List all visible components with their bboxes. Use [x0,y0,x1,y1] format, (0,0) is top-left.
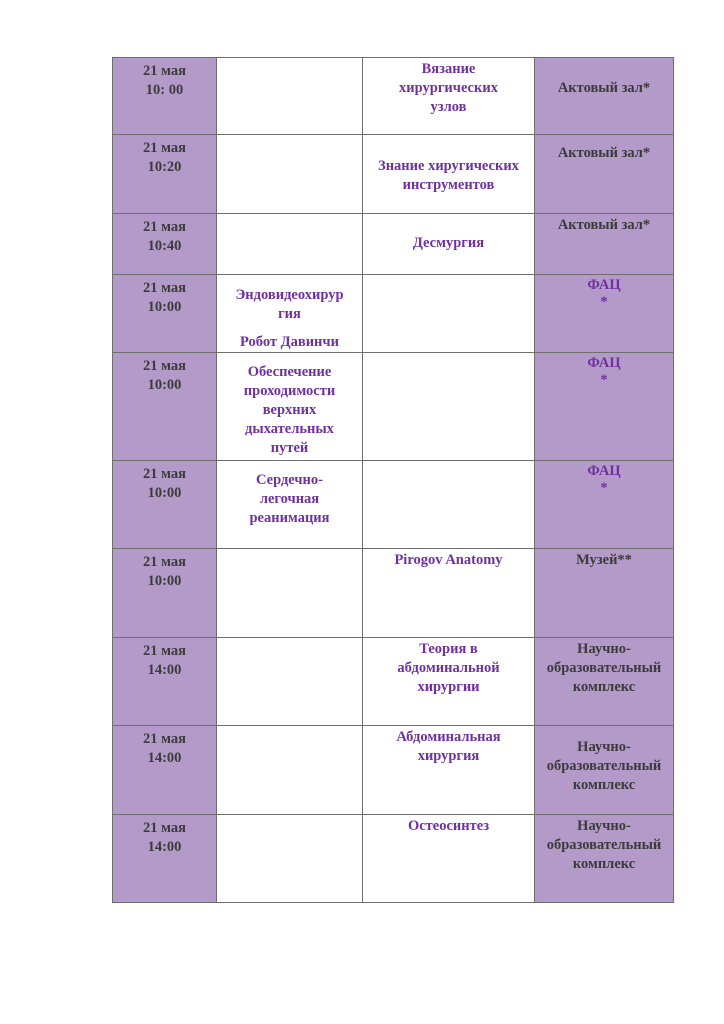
center-topic-cell [363,135,535,214]
time-text: 10:00 [147,377,182,393]
center-topic-cell [363,214,535,275]
topic-line: хирургии [417,679,480,695]
time-text: 10:00 [147,573,182,589]
location-note: * [600,372,608,388]
topic-line: легочная [259,491,320,507]
date-cell [113,353,217,461]
left-topic-cell [217,275,363,353]
topic-line: верхних [262,402,317,418]
topic-line: Обеспечение [247,364,332,380]
location-text: Научно- [577,641,631,657]
left-topic-cell [217,461,363,549]
date-text: 21 мая [143,466,186,482]
date-cell [113,815,217,903]
date-text: 21 мая [143,643,186,659]
topic-line: Эндовидеохирур [235,287,344,303]
topic-line: Робот Давинчи [240,334,339,350]
topic-line: узлов [430,99,467,115]
time-text: 10:00 [147,299,182,315]
location-text: образовательный [546,758,662,774]
center-topic-cell [363,815,535,903]
center-topic-cell [363,726,535,815]
location-text: Научно- [577,818,631,834]
left-topic-cell [217,214,363,275]
location-note: * [600,294,608,310]
date-cell [113,275,217,353]
topic-line: Десмургия [412,235,485,251]
date-text: 21 мая [143,554,186,570]
left-topic-cell [217,726,363,815]
date-cell [113,549,217,638]
schedule-row [113,549,674,638]
center-topic-cell [363,275,535,353]
date-text: 21 мая [143,280,186,296]
location-text: Научно- [577,739,631,755]
center-topic-cell [363,353,535,461]
date-cell [113,461,217,549]
location-text: ФАЦ [587,463,621,479]
center-topic-cell [363,638,535,726]
date-cell [113,135,217,214]
location-cell [535,461,674,549]
topic-line: Вязание [421,61,476,77]
date-cell [113,638,217,726]
location-text: комплекс [572,679,636,695]
topic-line: Знание хиругических [378,158,519,174]
schedule-row [113,135,674,214]
location-note: * [600,480,608,496]
left-topic-cell [217,135,363,214]
topic-line: гия [278,306,301,322]
location-cell [535,214,674,275]
time-text: 14:00 [147,839,182,855]
schedule-row [113,214,674,275]
location-text: Актовый зал* [557,145,651,161]
location-text: Актовый зал* [557,80,651,96]
time-text: 10:20 [147,159,182,175]
location-text: Актовый зал* [557,217,651,233]
topic-line: Абдоминальная [396,729,501,745]
location-text: образовательный [546,837,662,853]
date-text: 21 мая [143,219,186,235]
date-cell [113,58,217,135]
left-topic-cell [217,58,363,135]
schedule-row [113,461,674,549]
left-topic-cell [217,549,363,638]
schedule-row [113,58,674,135]
left-topic-cell [217,353,363,461]
schedule-table [112,57,674,903]
location-cell [535,549,674,638]
location-text: Музей** [576,552,632,568]
time-text: 14:00 [147,662,182,678]
date-cell [113,214,217,275]
location-text: ФАЦ [587,277,621,293]
left-topic-cell [217,815,363,903]
topic-line: дыхательных [245,421,334,437]
topic-line: хирургия [417,748,480,764]
topic-line: Pirogov Anatomy [394,552,503,568]
location-text: ФАЦ [587,355,621,371]
location-cell [535,815,674,903]
topic-line: проходимости [243,383,336,399]
topic-line: Остеосинтез [407,818,490,834]
location-cell [535,638,674,726]
date-text: 21 мая [143,140,186,156]
date-cell [113,726,217,815]
time-text: 10:00 [147,485,182,501]
time-text: 10:40 [147,238,182,254]
topic-line: инструментов [402,177,495,193]
location-cell [535,275,674,353]
topic-line: хирургических [399,80,498,96]
center-topic-cell [363,549,535,638]
location-cell [535,135,674,214]
date-text: 21 мая [143,63,186,79]
location-text: комплекс [572,777,636,793]
schedule-row [113,275,674,353]
date-text: 21 мая [143,358,186,374]
center-topic-cell [363,58,535,135]
time-text: 10: 00 [145,82,184,98]
location-text: комплекс [572,856,636,872]
topic-line: реанимация [249,510,330,526]
location-cell [535,58,674,135]
location-cell [535,353,674,461]
location-text: образовательный [546,660,662,676]
date-text: 21 мая [143,820,186,836]
center-topic-cell [363,461,535,549]
left-topic-cell [217,638,363,726]
schedule-row [113,353,674,461]
schedule-row [113,726,674,815]
topic-line: абдоминальной [397,660,500,676]
location-cell [535,726,674,815]
date-text: 21 мая [143,731,186,747]
schedule-row [113,815,674,903]
topic-line: Сердечно- [256,472,323,488]
topic-line: путей [270,440,309,456]
time-text: 14:00 [147,750,182,766]
topic-line: Теория в [419,641,478,657]
schedule-row [113,638,674,726]
